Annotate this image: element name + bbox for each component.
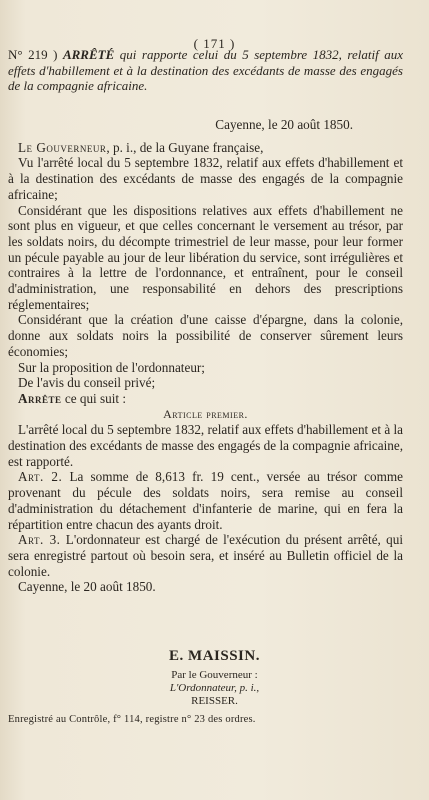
article-2-label: Art. 2. [18,469,63,485]
registration-note: Enregistré au Contrôle, f° 114, registre n° 23 des ordres. [8,714,256,725]
governor-label: Le Gouverneur [18,139,107,155]
arrete-paragraph [8,391,403,407]
arrete-label: Arrête [18,390,62,406]
article-1: L'arrêté local du 5 septembre 1832, relatif aux effets d'habillement et à la destination des excédants de masse des engagés de la compagnie africaine, est rapporté. [8,422,403,469]
article-3-text: L'ordonnateur est chargé de l'exécution du présent arrêté, qui sera enregistré partout où besoin sera, et inséré au Bulletin officiel de la colonie. [8,532,403,579]
governor-intro [8,140,403,156]
avis-paragraph: De l'avis du conseil privé; [18,375,156,391]
vu-paragraph: Vu l'arrêté local du 5 septembre 1832, relatif aux effets d'habillement et à la destination des excédants de masse des engagés de la compagnie africaine; [8,155,403,202]
par-le-gouverneur: Par le Gouverneur : [171,669,258,681]
ordonnateur-name: REISSER. [191,695,238,707]
arrete-rest: ce qui suit : [61,390,127,406]
governor-rest: , p. i., de la Guyane française, [106,139,264,155]
considerant-paragraph-2: Considérant que la création d'une caisse d'épargne, dans la colonie, donne aux soldats noirs la possibilité de conserver sûrement leurs économies; [8,312,403,359]
article-2-text: La somme de 8,613 fr. 19 cent., versée au trésor comme provenant du pécule des soldats noirs, sera remise au conseil d'administration du détachement d'infanterie de marine, qui en fera la répartition entre chacun des ayants droit. [8,469,404,532]
place-date: Cayenne, le 20 août 1850. [215,117,353,132]
article-3 [8,532,403,579]
decree-number: N° 219 ) [8,47,58,62]
considerant-paragraph-1: Considérant que les dispositions relatives aux effets d'habillement ne sont plus en vigueur, et que celles concernant le versement au trésor, par les soldats noirs, du décompte trimestriel de leur masse, pour leur former un pécule payable au jour de leur libération du service, sont irrégulières et contraires à la lettre de l'ordonnance, et entraînent, pour le conseil d'administration, une responsabilité en dehors des prescriptions réglementaires; [8,202,403,312]
ordonnateur-title: L'Ordonnateur, p. i., [169,682,260,694]
article-premier-heading: Article premier. [163,406,248,421]
decree-description: qui rapporte celui du 5 septembre 1832, relatif aux effets d'habillement et à la destination des excédants de masse des engagés de la compagnie africaine. [8,47,404,93]
decree-header [8,47,403,94]
signature-name: E. MAISSIN. [169,648,260,664]
closing-place-date: Cayenne, le 20 août 1850. [18,579,156,595]
decree-body [8,117,403,595]
proposition-paragraph: Sur la proposition de l'ordonnateur; [18,359,205,375]
page-number: ( 171 ) [193,36,236,51]
article-3-label: Art. 3. [18,532,61,548]
decree-title: ARRÊTÉ [62,47,115,62]
article-2 [8,469,403,532]
